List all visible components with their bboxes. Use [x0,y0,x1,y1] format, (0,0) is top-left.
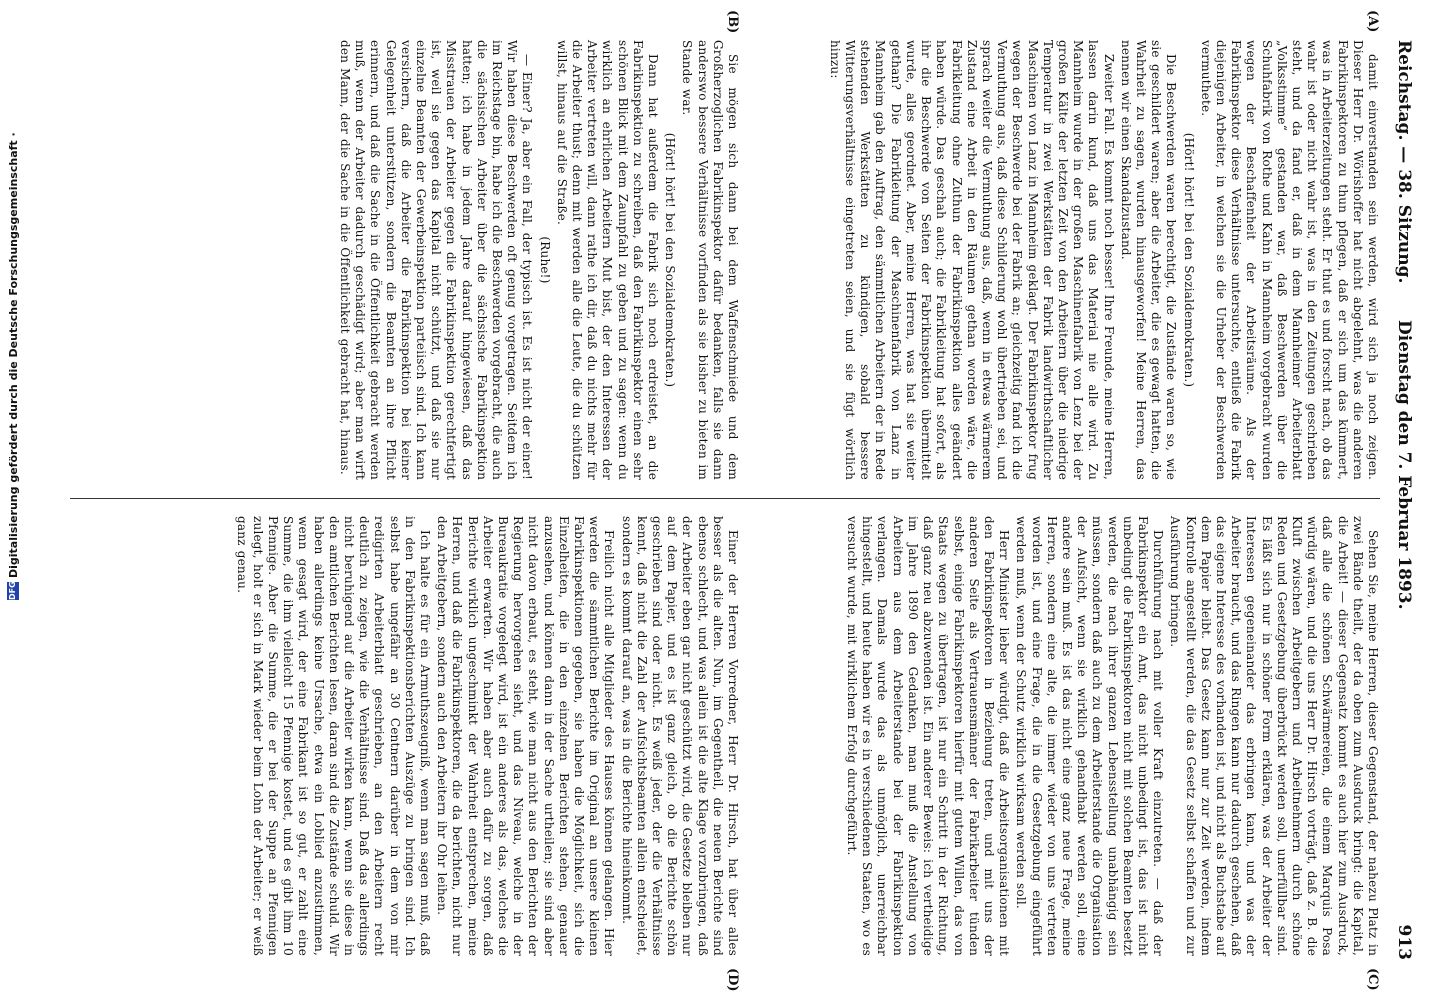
paragraph: Herr Minister lieber würdigt, daß die Arbeitsorganisationen mit den Fabrikinspektoren in Beziehung treten, und mit uns der anderen Seite als Vertrauensmänner der Fabrikarbeiter tünden selbst, einige Fabrikinspektoren hierfür mit gutem Willen, das von Staats wegen zu übertragen, ist nur ein Schritt in der Richtung, daß ganz neu abzuwenden ist. Ein anderer Beweis: ich vertheidige im Jahre 1890 den Gedanken, man muß die Anstellung von Arbeitern aus dem Arbeiterstande bei der Fabrikinspektion verlangen. Damals wurde das als unmöglich, unerreichbar hingestellt, und heute haben wir es in verschiedenen Staaten, wo es versucht wurde, mit wirklichem Erfolg durchgeführt. [845,516,1012,956]
margin-marker-c: (C) [1365,968,1380,991]
digitization-credit [4,132,22,600]
header-title: Reichstag. — 38. Sitzung. [1394,40,1414,284]
paragraph: Dann hat außerdem die Fabrik sich noch erdreistet, an die Fabrikinspektion zu schreiben, daß den Fabrikinspektor einen sehr schönen Blick mit dem Zaunpfahl zu geben und zu sagen: wenn du wirklich an ehrlichen Arbeitern Mut bist, der den Interessen der Arbeiter vertreten will, dann rathe ich dir, daß du nichts mehr für die Arbeiter thust; denn mit werden alle die Leute, die du schützen willst, hinaus auf die Straße. [554,40,660,480]
paragraph: Zweiter Fall. Es kommt noch besser! Ihre Freunde, meine Herren, lassen darin kund, daß uns das Material nie alle wird. Zu Mannheim wurde in der großen Maschinenfabrik von Lenz bei der großen Kälte der letzten Zeit von den Arbeitern über die niedrige Temperatur in zwei Werkstätten der Fabrik landwirthschaftlicher Maschinen von Lanz in Mannheim geklagt. Der Fabrikinspektor frug wegen der Beschwerde bei der Fabrik an; gleichzeitig fand ich die Vermuthung aus, daß diese Schilderung wohl übertrieben sei, und sprach weiter die Vermuthung aus, daß, wenn in etwas wärmerem Zustand eine Arbeit in den Räumen gethan worden wäre, die Fabrikleitung ohne Zuthun der Fabrikinspektion alles geändert haben würde. Das geschah auch; die Fabrikleitung hat sofort, als ihr die Beschwerde von Seiten der Fabrikinspektion übermittelt wurde, alles geordnet. Aber, meine Herren, was hat sie weiter gethan? Die Fabrikleitung der Maschinenfabrik von Lanz in Mannheim gab den Auftrag, den sämmtlichen Arbeitern der in Rede stehenden Werkstätten zu kündigen, sobald bessere Witterungsverhältnisse eingetreten seien, und sie fügt wörtlich hinzu: [827,40,1116,480]
dfg-logo: DFG [8,581,17,600]
paragraph: Freilich nicht alle Mitglieder des Hauses können gelangen. Hier werden die sämmtlichen Berichte im Original an unsere kleinen Fabrikinspektionen gegeben, sie haben die Möglichkeit, sich die Einzelheiten, die in den einzelnen Berichten stehen, genauer anzusehen, und können dann in der Sache urtheilen; sie sind aber nicht davon erbaut, es steht, wie man nicht aus den Berichten der Regierung hervorgehen sieht, und das Niveau, welche in der Bureaukratie vorgelegt wird, ist ein anderes als das, welches die Arbeiter erwarten. Wir haben aber auch dafür zu sorgen, daß Berichte wirklich ungeschminkt der Wahrheit entsprechen, meine Herren, und daß die Fabrikinspektoren, die da berichten, nicht nur den Arbeitgebern, sondern auch den Arbeitern ihr Ohr leihen. [435,516,617,956]
paragraph: Sehen Sie, meine Herren, dieser Gegenstand, der nahezu Platz in zwei Bände theilt, der da oben zum Ausdruck bringt: die Kapital, die Arbeit! — dieser Gegensatz kommt es auch hier zum Ausdruck, daß alle die schönen Schwärmereien, die einem Marquis Posa würdig wären, und die uns Herr Dr. Hirsch vorträgt, daß z. B. die Kluft zwischen Arbeitgebern und Arbeitnehmern durch schöne Reden und Gesetzgebung überbrückt werden soll, unerfüllbar sind. Es läßt sich nur in schöner Form erklären, was der Arbeiter der Interessen gegeneinander das erbringen kann, und was der Arbeiter braucht, und das Ringen kann nur dadurch geschehen, daß das eigene Interesse des vorhanden ist, und nicht als Buchstabe auf dem Papier bleibt. Das Gesetz kann nur zur Zeit werden, indem Kontrolle angestellt werden, die das Gesetz selbst schaffen und zur Ausführung bringen. [1168,516,1380,956]
paragraph: — Einer? Ja, aber ein Fall, der typisch ist. Es ist nicht der einer! Wir haben diese Beschwerden oft genug vorgetragen. Seitdem ich im Reichstage bin, habe ich die Beschwerden vorgebracht, die auch die sächsischen Arbeiter über die sächsische Fabrikinspektion hatten; ich habe in jedem Jahre darauf hingewiesen, daß das Misstrauen der Arbeiter gegen die Fabrikinspektion gerechtfertigt ist, weil sie gegen das Kapital nicht schützt, und daß sie nur einzelne Beamten der Gewerbeinspektion parteiisch sind. Ich kann versichern, daß die Arbeiter die Fabrikinspektion bei keiner Gelegenheit unterstützen, sondern die Beamten an ihre Pflicht erinnern, und daß die Sache in die Öffentlichkeit gebracht werden muß, wenn der Arbeiter dadurch geschädigt wird; aber man wirft den Mann, der die Sache in die Öffentlichkeit gebracht hat, hinaus. [337,40,535,480]
interjection: (Hört! hört! bei den Sozialdemokraten.) [663,132,678,388]
paragraph: Einer der Herren Vorredner, Herr Dr. Hirsch, hat über alles besser als die alten. Nun, im Gegentheil, die neuen Berichte sind ebenso schlecht, und was allein ist die alte Klage vorzubringen, daß der Arbeiter eben gar nicht geschützt wird, die Gesetze bleiben nur auf dem Papier, und es ist ganz gleich, ob die Berichte schön geschrieben sind oder nicht. Es weiß jeder, der die Verhältnisse kennt, daß nicht die Zahl der Aufsichtsbeamten allein entscheidet, sondern es kommt darauf an, was in die Berichte hineinkommt. [619,516,740,956]
paragraph: Die Beschwerden waren berechtigt, die Zustände waren so, wie sie geschildert waren; aber die Arbeiter, die es gewagt hatten, die Wahrheit zu sagen, wurden hinausgeworfen! Meine Herren, das nennen wir einen Skandalzustand. [1118,40,1179,480]
paragraph: Durchführung nach mit voller Kraft einzutreten. — daß der Fabrikinspektor ein Amt, das nicht unbedingt ist, das ist nicht unbedingt die Fabrikinspektoren nicht mit solchen Beamten besetzt werden, die nach ihrer ganzen Lebensstellung unabhängig sein müssen, sondern daß auch zu dem Arbeiterstande die Organisation der Aufsicht, wenn sie wirklich gehandhabt werden soll, eine andere sein muß. Es ist das nicht eine ganz neue Frage, meine Herren, sondern eine alte, die immer wieder von uns vertreten worden ist, und eine Frage, die in die Gesetzgebung eingeführt werden muß, wenn der Schutz wirklich wirksam werden soll. [1014,516,1166,956]
paragraph: damit einverstanden sein werden, wird sich ja noch zeigen. Dieser Herr Dr. Wörishoffer hat nicht abgelehnt, was die anderen Fabrikinspektoren zu thun pflegen, daß er sich um das kümmert, was in Arbeiterzeitungen steht. Er thut es und forscht nach, ob das wahr ist oder nicht wahr ist, was in den Zeitungen geschrieben steht, und da fand er, daß in dem Mannheimer Arbeiterblatt „Volksstimme“ gestanden war, daß Beschwerden über die Schuhfabrik von Rothe und Kahn in Mannheim vorgebracht wurden wegen der Beschaffenheit der Arbeitsräume. Als der Fabrikinspektor diese Verhältnisse untersuchte, entließ die Fabrik diejenigen Arbeiter, in welchen sie die Urheber der Beschwerden vermuthete. [1198,40,1380,480]
running-header [1392,40,1414,960]
credit-text: Digitalisierung gefördert durch die Deutsche Forschungsgemeinschaft · [6,132,20,578]
column-divider [70,498,1380,499]
column-left-lower [140,40,740,480]
column-right-lower [140,516,740,956]
column-right-upper [780,516,1380,956]
page-body [60,10,1380,992]
rotated-page-content [52,0,1432,1000]
interjection: (Ruhe!) [537,236,552,284]
margin-marker-a: (A) [1365,10,1380,33]
margin-marker-b: (B) [725,10,740,34]
margin-marker-d: (D) [725,968,740,992]
header-date: Dienstag den 7. Februar 1893. [1394,320,1414,610]
page-number: 913 [1394,924,1414,960]
interjection: (Hört! hört! bei den Sozialdemokraten.) [1181,132,1196,388]
column-left-upper [780,40,1380,480]
paragraph: Ich halte es für ein Armuthszeugniß, wenn man sagen muß, daß in den Fabrikinspektionsberichten Auszüge zu bringen sind. Ich selbst habe ungefähr an 30 Centnern darüber in dem von mir redigirten Arbeiterblatt geschrieben, an den Arbeitern recht deutlich zu zeigen, wie die Verhältnisse sind. Daß das allerdings nicht beruhigend auf die Arbeiter wirken kann, wenn sie diese in den amtlichen Berichten lesen, daran sind die Zustände schuld. Wir haben allerdings keine Ursache, etwa ein Loblied anzustimmen, wenn gesagt wird, der eine Fabrikant ist so gut, er zahlt eine Summe, die ihm vielleicht 15 Pfennige kostet, und es gibt ihm 10 Pfennige. Aber die Summe, die er bei der Suppe an Pfennigen zulegt, holt er sich in Mark wieder beim Lohn der Arbeiter; er weiß ganz genau. [235,516,432,956]
quotation: Sie mögen sich dann bei dem Waffenschmiede und dem Großherzoglichen Fabrikinspektor dafür bedanken, falls sie dann anderswo bessere Verhältnisse vorfinden als sie bisher zu bieten im Stande war. [680,40,740,480]
